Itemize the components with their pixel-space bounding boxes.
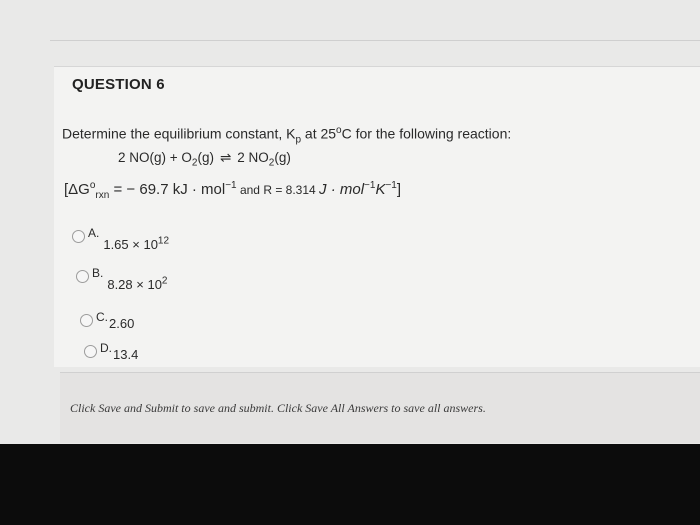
delta-g-sup: o — [89, 180, 96, 191]
reaction-right: 2 NO — [237, 150, 269, 165]
option-value — [103, 237, 169, 252]
radio-button-icon[interactable] — [80, 314, 93, 327]
option-exponent: 12 — [157, 235, 170, 247]
prompt-text-2: at 25 — [301, 125, 337, 142]
answer-option-b[interactable] — [76, 266, 168, 292]
no2-subscript: 2 — [268, 157, 275, 169]
r-units: J · mol — [319, 181, 365, 198]
footer-instructions: Click Save and Submit to save and submit. Click Save All Answers to save all answers. — [70, 401, 486, 415]
equilibrium-arrow-icon: ⇌ — [219, 150, 232, 165]
option-mantissa: 2.60 — [109, 316, 135, 331]
option-exponent: 2 — [161, 275, 168, 287]
option-mantissa: 8.28 × 10 — [107, 277, 162, 292]
radio-button-icon[interactable] — [76, 270, 89, 283]
and-r-text: and R = 8.314 — [236, 183, 320, 197]
option-mantissa: 1.65 × 10 — [103, 237, 158, 252]
option-letter: D. — [100, 341, 112, 355]
no2-phase: (g) — [274, 150, 291, 165]
question-card — [54, 66, 700, 367]
option-mantissa: 13.4 — [113, 347, 139, 362]
prompt-text-1: Determine the equilibrium constant, K — [62, 125, 296, 142]
reaction-left: 2 NO(g) + O — [118, 150, 192, 165]
given-close: ] — [396, 181, 402, 198]
option-value — [109, 316, 134, 331]
delta-g-sub: rxn — [95, 190, 110, 201]
mol-exponent: −1 — [225, 180, 237, 191]
r-mol-exponent: −1 — [364, 180, 376, 191]
option-value — [107, 277, 167, 292]
option-value — [113, 347, 138, 362]
top-divider — [50, 40, 700, 41]
option-letter: A. — [88, 226, 100, 240]
prompt-text-3: C for the following reaction: — [341, 125, 512, 142]
answer-option-d[interactable] — [84, 341, 138, 361]
answer-option-a[interactable] — [72, 226, 170, 252]
screen-bezel — [0, 444, 700, 525]
radio-button-icon[interactable] — [72, 230, 85, 243]
question-prompt — [62, 125, 511, 145]
option-letter: B. — [92, 266, 104, 280]
prompt-kp-sub: p — [295, 134, 302, 146]
o2-phase: (g) — [197, 150, 214, 165]
option-letter: C. — [96, 310, 108, 324]
o2-subscript: 2 — [191, 157, 198, 169]
reaction-equation — [118, 150, 291, 169]
kelvin-exponent: −1 — [385, 180, 397, 191]
prompt-degree: o — [336, 125, 342, 136]
question-title: QUESTION 6 — [72, 76, 165, 93]
given-data — [64, 180, 401, 201]
kelvin: K — [375, 181, 386, 198]
delta-g-value: = − 69.7 kJ · mol — [109, 181, 226, 198]
delta-g: [ΔG — [64, 181, 90, 198]
radio-button-icon[interactable] — [84, 345, 97, 358]
answer-option-c[interactable] — [80, 310, 134, 330]
